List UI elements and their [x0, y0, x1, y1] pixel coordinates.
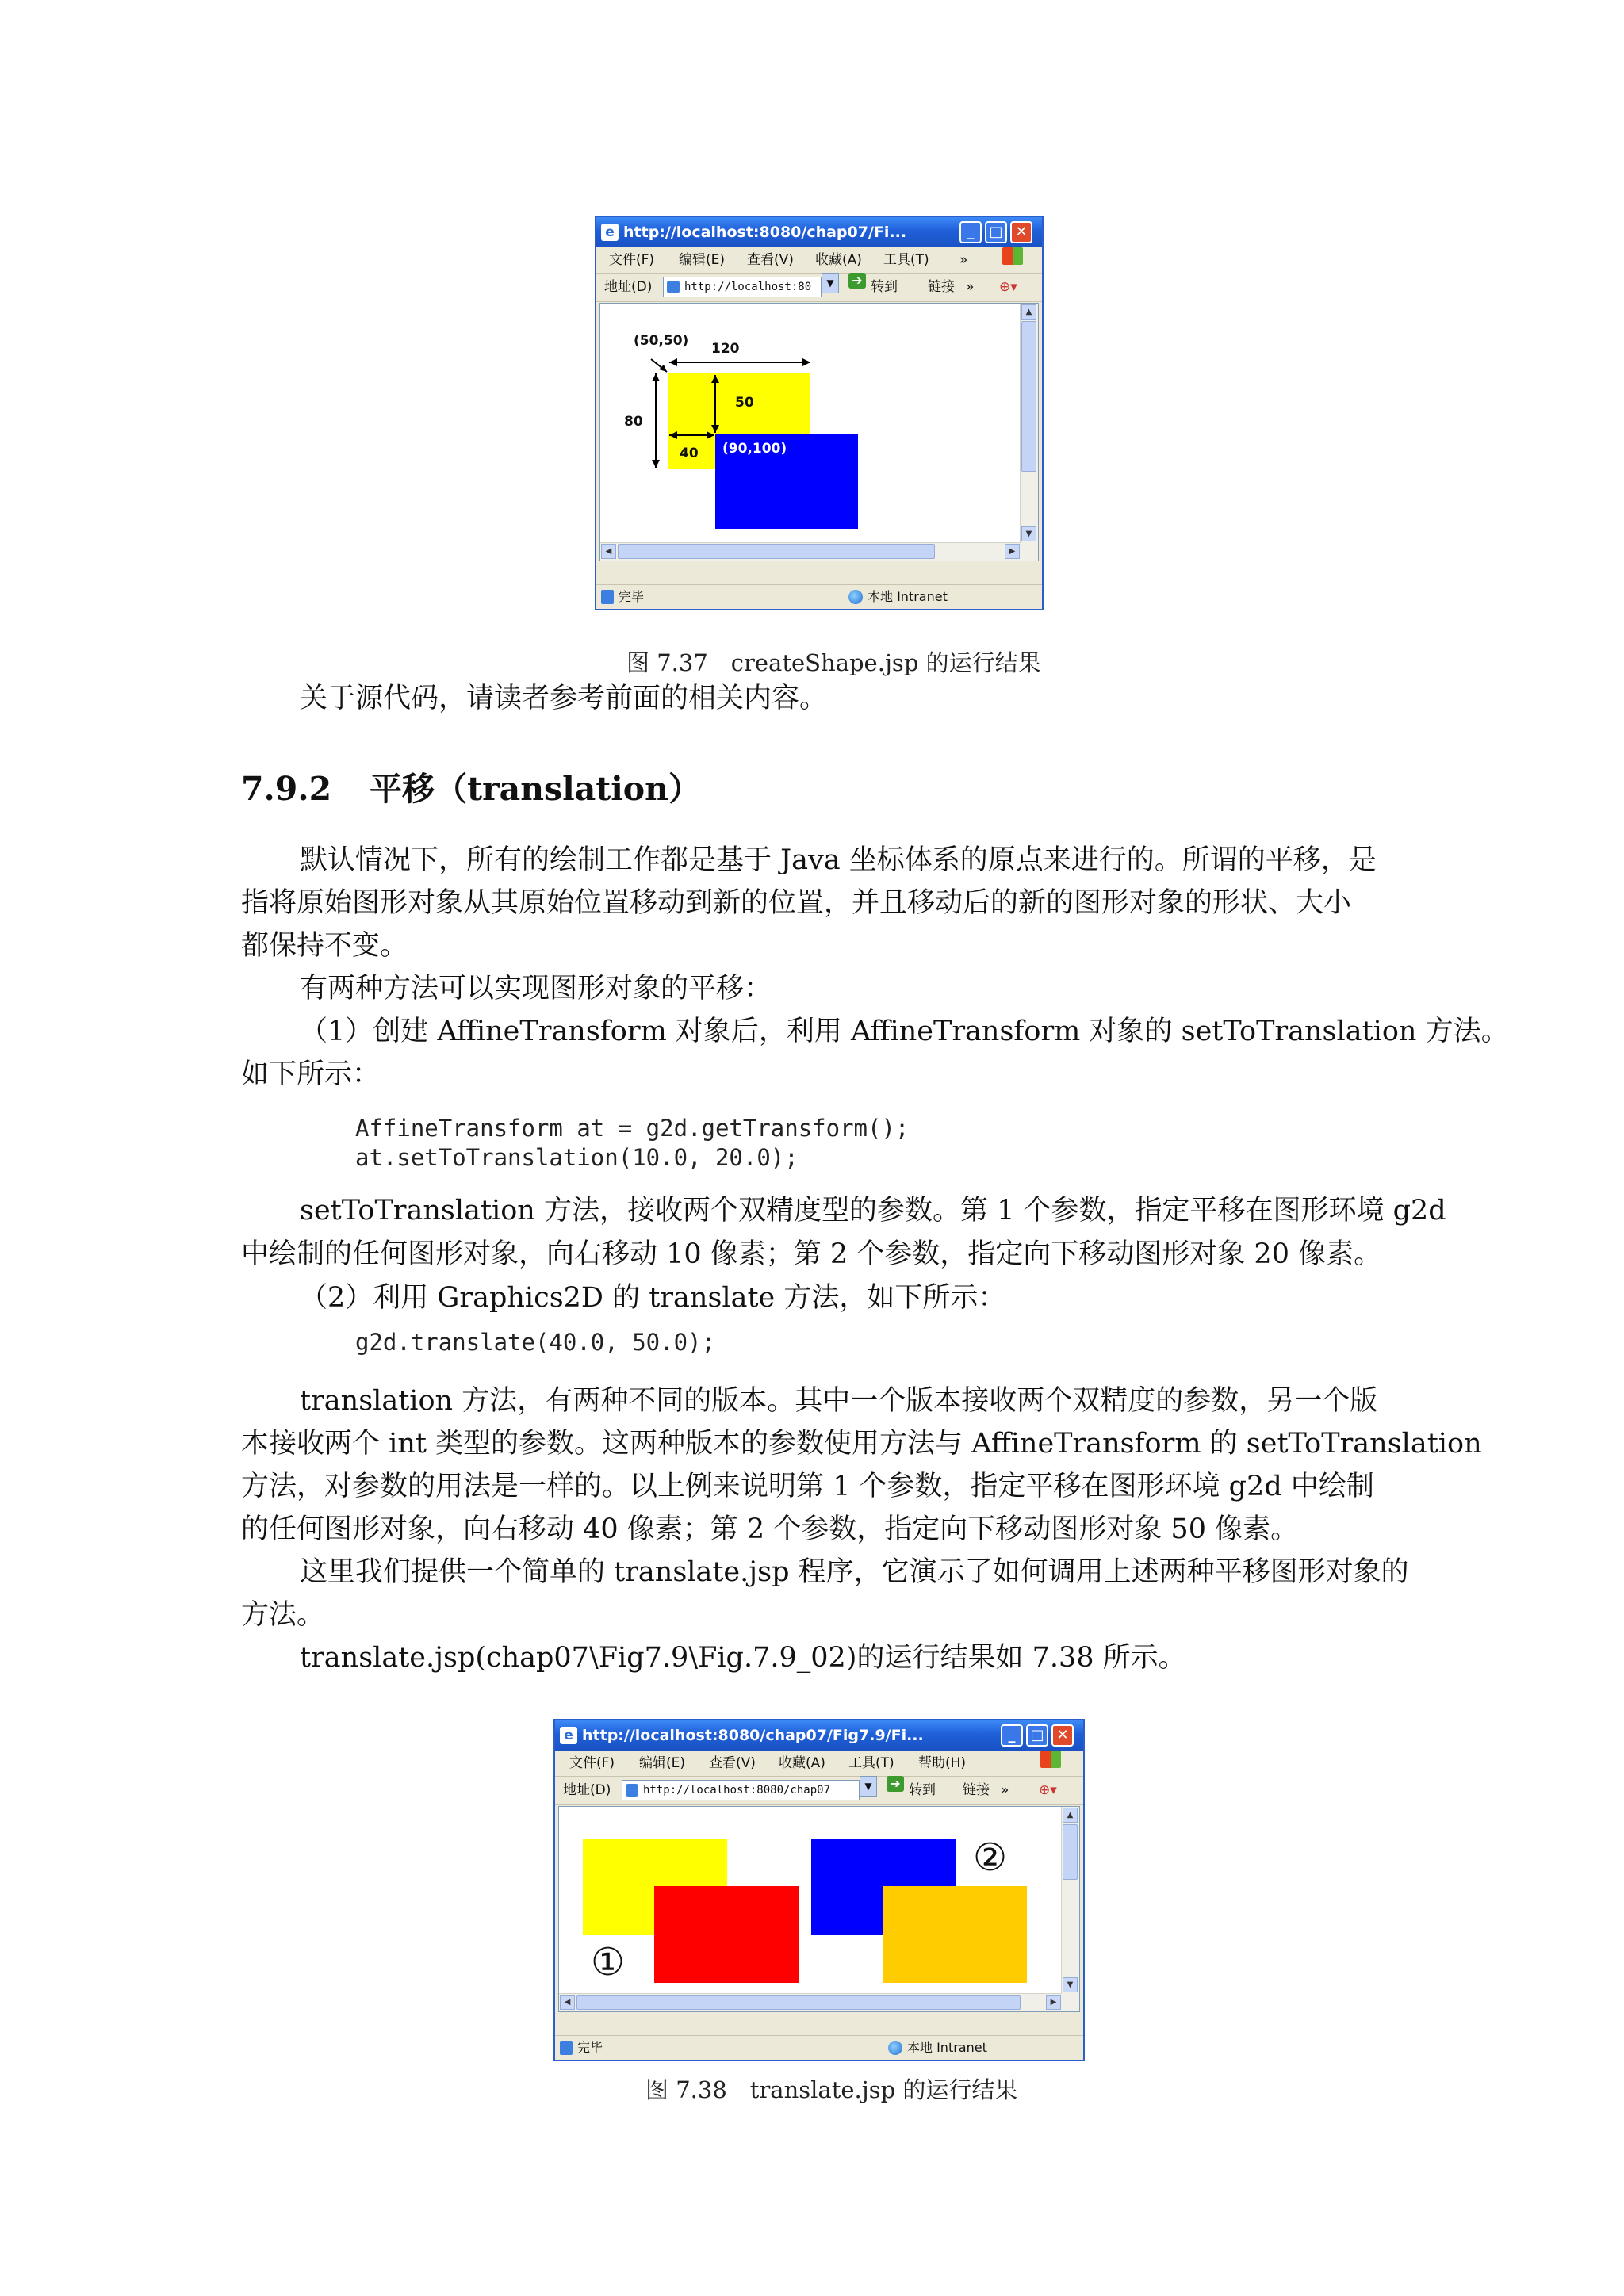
scroll-left-icon[interactable]: ◀ [560, 1995, 575, 2010]
code-line-1: AffineTransform at = g2d.getTransform(); [355, 1115, 910, 1142]
red-rectangle [654, 1886, 799, 1983]
menu-favorites[interactable]: 收藏(A) [815, 252, 862, 268]
createshape-drawing [600, 304, 1022, 545]
menu-edit[interactable]: 编辑(E) [679, 252, 726, 268]
address-label: 地址(D) [563, 1782, 611, 1798]
paragraph-6-line-3: 方法，对参数的用法是一样的。以上例来说明第 1 个参数，指定平移在图形环境 g2d 中绘制 [241, 1471, 1374, 1502]
maximize-button[interactable]: □ [985, 221, 1007, 243]
translate-y-label: 50 [735, 395, 754, 411]
links-label[interactable]: 链接 [963, 1782, 990, 1798]
address-input[interactable]: http://localhost:8080/chap07 [622, 1780, 860, 1800]
horizontal-scroll-thumb[interactable] [618, 544, 935, 559]
paragraph-6-line-2: 本接收两个 int 类型的参数。这两种版本的参数使用方法与 AffineTransform 的 setToTranslation [241, 1428, 1482, 1460]
marker-1: ① [591, 1940, 626, 1984]
status-bar [555, 2035, 1083, 2060]
menu-tools[interactable]: 工具(T) [848, 1755, 894, 1771]
paragraph-after-fig737: 关于源代码，请读者参考前面的相关内容。 [300, 683, 828, 714]
windows-logo-icon [1040, 1751, 1061, 1768]
horizontal-scroll-thumb[interactable] [576, 1995, 1021, 2010]
minimize-button[interactable]: _ [1001, 1724, 1023, 1747]
windows-logo-icon [1002, 247, 1023, 265]
translate-icon[interactable]: ⊕▾ [999, 279, 1017, 295]
close-button[interactable]: ✕ [1010, 221, 1032, 243]
menu-favorites[interactable]: 收藏(A) [779, 1755, 825, 1771]
paragraph-5: （2）利用 Graphics2D 的 translate 方法，如下所示： [300, 1282, 1006, 1314]
paragraph-1-line-3: 都保持不变。 [241, 930, 408, 962]
address-label: 地址(D) [604, 279, 653, 295]
paragraph-6-line-4: 的任何图形对象，向右移动 40 像素；第 2 个参数，指定向下移动图形对象 50 像素。 [241, 1513, 1299, 1545]
menu-bar [555, 1751, 1083, 1777]
horizontal-scrollbar[interactable] [559, 1993, 1062, 2011]
status-done: 完毕 [619, 589, 645, 604]
address-dropdown-button[interactable]: ▼ [822, 273, 839, 293]
section-number: 7.9.2 [241, 770, 332, 808]
close-button[interactable]: ✕ [1051, 1724, 1074, 1747]
window-title: http://localhost:8080/chap07/Fig7.9/Fi... [582, 1727, 924, 1744]
menu-bar [596, 247, 1042, 274]
code-line-2: at.setToTranslation(10.0, 20.0); [355, 1144, 799, 1171]
status-done: 完毕 [577, 2040, 603, 2055]
paragraph-7-line-1: 这里我们提供一个简单的 translate.jsp 程序，它演示了如何调用上述两种平移图形对象的 [300, 1556, 1409, 1588]
orange-rectangle [883, 1886, 1027, 1983]
paragraph-2: 有两种方法可以实现图形对象的平移： [300, 973, 772, 1004]
scroll-right-icon[interactable]: ▶ [1046, 1995, 1061, 2010]
origin-label: (50,50) [634, 333, 689, 349]
page-icon [667, 281, 680, 293]
figure-caption-738: 图 7.38 translate.jsp 的运行结果 [645, 2076, 1018, 2103]
menu-file[interactable]: 文件(F) [609, 252, 655, 268]
paragraph-1-line-2: 指将原始图形对象从其原始位置移动到新的位置，并且移动后的新的图形对象的形状、大小 [241, 887, 1352, 919]
width-label: 120 [711, 341, 740, 357]
minimize-button[interactable]: _ [959, 221, 982, 243]
vertical-scrollbar[interactable] [1020, 304, 1038, 561]
menu-help[interactable]: 帮助(H) [918, 1755, 967, 1771]
done-page-icon [601, 590, 614, 604]
ie-icon: e [560, 1727, 577, 1744]
vertical-scroll-thumb[interactable] [1063, 1824, 1078, 1880]
menu-overflow-chevron[interactable]: » [959, 252, 968, 268]
translate-icon[interactable]: ⊕▾ [1039, 1782, 1057, 1798]
paragraph-6-line-1: translation 方法，有两种不同的版本。其中一个版本接收两个双精度的参数，另一个版 [300, 1385, 1378, 1417]
horizontal-scrollbar[interactable] [600, 542, 1021, 561]
paragraph-4-line-1: setToTranslation 方法，接收两个双精度型的参数。第 1 个参数，指定平移在图形环境 g2d [300, 1195, 1446, 1226]
code-line-3: g2d.translate(40.0, 50.0); [355, 1329, 715, 1356]
links-overflow-chevron[interactable]: » [966, 279, 975, 295]
marker-2: ② [973, 1835, 1008, 1880]
intranet-globe-icon [888, 2041, 902, 2055]
browser-window-fig738 [553, 1719, 1085, 2061]
vertical-scrollbar[interactable] [1061, 1807, 1079, 2011]
menu-view[interactable]: 查看(V) [709, 1755, 756, 1771]
paragraph-1-line-1: 默认情况下，所有的绘制工作都是基于 Java 坐标体系的原点来进行的。所谓的平移，是 [300, 844, 1377, 876]
address-input[interactable]: http://localhost:80 [663, 277, 822, 297]
paragraph-8: translate.jsp(chap07\Fig7.9\Fig.7.9_02)的运行结果如 7.38 所示。 [300, 1642, 1186, 1674]
ie-icon: e [601, 224, 619, 241]
menu-file[interactable]: 文件(F) [569, 1755, 615, 1771]
page-content [558, 1806, 1080, 2012]
scroll-down-icon[interactable]: ▼ [1063, 1977, 1078, 1992]
done-page-icon [560, 2041, 573, 2055]
scroll-up-icon[interactable]: ▲ [1021, 304, 1036, 320]
section-title: 平移（translation） [370, 770, 701, 808]
scroll-right-icon[interactable]: ▶ [1005, 544, 1020, 559]
intranet-globe-icon [848, 590, 863, 604]
menu-tools[interactable]: 工具(T) [883, 252, 929, 268]
new-origin-label: (90,100) [722, 441, 787, 457]
go-arrow-icon[interactable]: ➔ [848, 273, 866, 289]
window-title: http://localhost:8080/chap07/Fi... [623, 224, 907, 241]
address-bar [596, 273, 1042, 302]
figure-caption-737: 图 7.37 createShape.jsp 的运行结果 [626, 649, 1041, 676]
paragraph-4-line-2: 中绘制的任何图形对象，向右移动 10 像素；第 2 个参数，指定向下移动图形对象 20 像素。 [241, 1238, 1382, 1270]
menu-edit[interactable]: 编辑(E) [639, 1755, 686, 1771]
status-bar [596, 584, 1042, 609]
paragraph-3-line-2: 如下所示： [241, 1058, 381, 1090]
maximize-button[interactable]: □ [1026, 1724, 1048, 1747]
translate-drawing [559, 1807, 1063, 1996]
address-dropdown-button[interactable]: ▼ [860, 1776, 877, 1797]
page-content [599, 303, 1039, 561]
go-button[interactable]: 转到 [909, 1782, 936, 1798]
go-button[interactable]: 转到 [871, 279, 898, 295]
title-bar [555, 1720, 1083, 1751]
height-label: 80 [624, 414, 643, 430]
scroll-left-icon[interactable]: ◀ [601, 544, 616, 559]
paragraph-7-line-2: 方法。 [241, 1599, 325, 1631]
links-overflow-chevron[interactable]: » [1001, 1782, 1009, 1798]
menu-view[interactable]: 查看(V) [747, 252, 794, 268]
browser-window-fig737 [595, 216, 1044, 610]
scroll-down-icon[interactable]: ▼ [1021, 526, 1036, 541]
section-heading [241, 763, 701, 809]
translate-x-label: 40 [680, 446, 699, 461]
page-icon [626, 1784, 638, 1797]
status-zone: 本地 Intranet [868, 589, 948, 604]
scroll-up-icon[interactable]: ▲ [1063, 1808, 1078, 1823]
paragraph-3-line-1: （1）创建 AffineTransform 对象后，利用 AffineTransform 对象的 setToTranslation 方法。 [300, 1016, 1509, 1047]
go-arrow-icon[interactable]: ➔ [887, 1776, 904, 1792]
title-bar [596, 217, 1042, 247]
address-bar [555, 1776, 1083, 1805]
vertical-scroll-thumb[interactable] [1021, 321, 1036, 472]
links-label[interactable]: 链接 [928, 279, 955, 295]
status-zone: 本地 Intranet [907, 2040, 987, 2055]
